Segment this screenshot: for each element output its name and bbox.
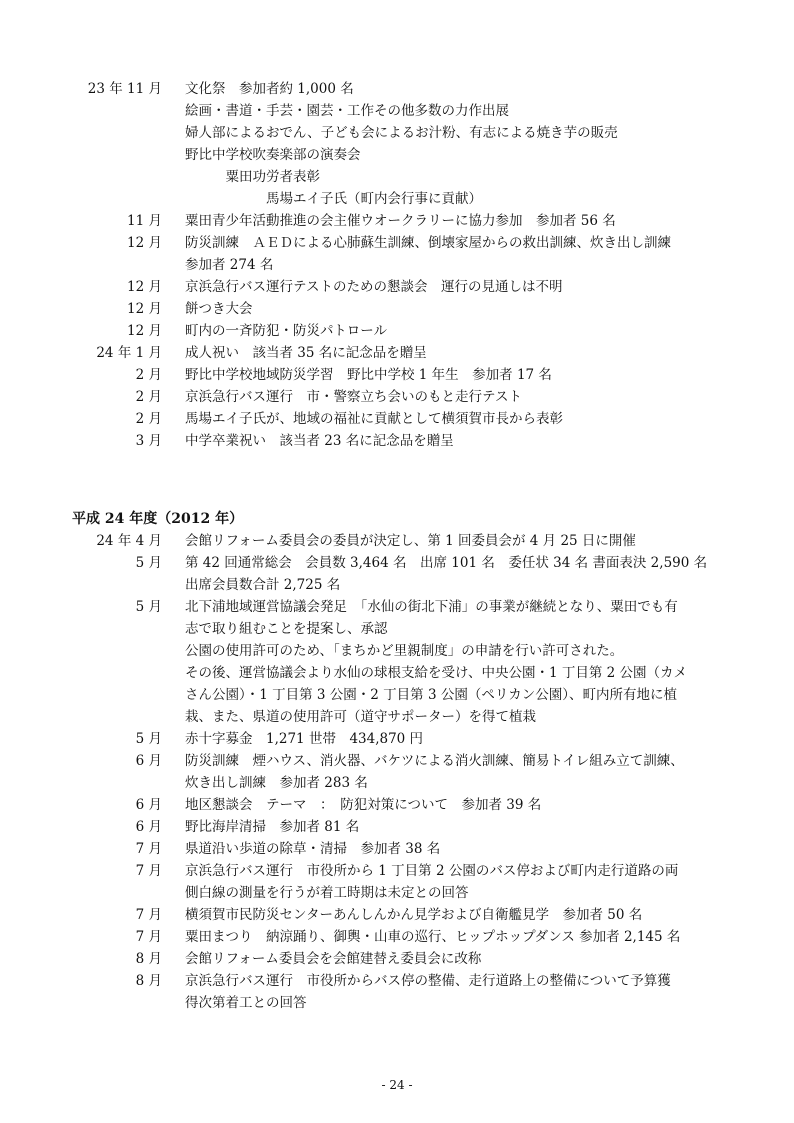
entry-description: [185, 210, 725, 232]
entry-description: [185, 276, 725, 298]
entry-line: 文化祭 参加者約 1,000 名: [185, 81, 354, 97]
entry-line: 餅つき大会: [185, 301, 253, 317]
entry-line: 参加者 274 名: [185, 257, 274, 273]
entry-description: [185, 794, 725, 816]
entry-line: 横須賀市民防災センターあんしんかん見学および自衛艦見学 参加者 50 名: [185, 907, 643, 923]
entry-line: 会館リフォーム委員会を会館建替え委員会に改称: [185, 951, 482, 967]
entry-description: [185, 596, 725, 728]
entry-line: 地区懇談会 テーマ ： 防犯対策について 参加者 39 名: [185, 797, 542, 813]
entry-description: [185, 298, 725, 320]
entry-line: 炊き出し訓練 参加者 283 名: [185, 775, 368, 791]
entry-line: 京浜急行バス運行 市・警察立ち会いのもと走行テスト: [185, 389, 522, 405]
entry-date: 5 月: [135, 555, 162, 571]
entry-line: 馬場エイ子氏（町内会行事に貢献）: [185, 191, 482, 207]
entry-description: [185, 78, 725, 210]
entry-description: [185, 530, 725, 552]
entry-line: 県道沿い歩道の除草・清掃 参加者 38 名: [185, 841, 441, 857]
entry-date: 12 月: [127, 235, 162, 251]
entry-line: 京浜急行バス運行 市役所からバス停の整備、走行道路上の整備について予算獲: [185, 973, 671, 989]
entry-line: 絵画・書道・手芸・園芸・工作その他多数の力作出展: [185, 103, 509, 119]
entry-description: [185, 320, 725, 342]
entry-description: [185, 926, 725, 948]
entry-line: 赤十字募金 1,271 世帯 434,870 円: [185, 731, 424, 747]
entry-date: 8 月: [135, 973, 162, 989]
entry-line: 公園の使用許可のため、「まちかど里親制度」の申請を行い許可された。: [185, 643, 624, 659]
entry-date: 6 月: [135, 753, 162, 769]
entry-line: 側白線の測量を行うが着工時期は未定との回答: [185, 885, 469, 901]
entry-line: 得次第着工との回答: [185, 995, 307, 1011]
entry-line: 町内の一斉防犯・防災パトロール: [185, 323, 387, 339]
entry-line: 志で取り組むことを提案し、承認: [185, 621, 388, 637]
entry-date: 7 月: [135, 841, 162, 857]
entry-line: 北下浦地域運営協議会発足 「水仙の街北下浦」の事業が継続となり、粟田でも有: [185, 599, 678, 615]
entry-date: 6 月: [135, 819, 162, 835]
entry-date: 24 年 1 月: [96, 345, 162, 361]
entry-line: 馬場エイ子氏が、地域の福祉に貢献として横須賀市長から表彰: [185, 411, 563, 427]
entry-date: 24 年 4 月: [96, 533, 162, 549]
entry-line: 第 42 回通常総会 会員数 3,464 名 出席 101 名 委任状 34 名 書面表決 2,590 名: [185, 555, 708, 571]
entry-date: 12 月: [127, 301, 162, 317]
entry-description: [185, 970, 725, 1014]
entry-line: 野比中学校地域防災学習 野比中学校 1 年生 参加者 17 名: [185, 367, 552, 383]
entry-date: 2 月: [135, 367, 162, 383]
entry-line: 防災訓練 煙ハウス、消火器、バケツによる消火訓練、簡易トイレ組み立て訓練、: [185, 753, 684, 769]
entry-line: 婦人部によるおでん、子ども会によるお汁粉、有志による焼き芋の販売: [185, 125, 618, 141]
entry-description: [185, 904, 725, 926]
entry-date: 7 月: [135, 907, 162, 923]
entry-date: 3 月: [135, 433, 162, 449]
entry-date: 11 月: [127, 213, 162, 229]
entry-line: 野比海岸清掃 参加者 81 名: [185, 819, 360, 835]
entry-date: 7 月: [135, 863, 162, 879]
page-number: - 24 -: [381, 1078, 413, 1092]
entry-description: [185, 408, 725, 430]
entry-description: [185, 386, 725, 408]
entry-line: 会館リフォーム委員会の委員が決定し、第 1 回委員会が 4 月 25 日に開催: [185, 533, 636, 549]
entry-date: 2 月: [135, 389, 162, 405]
entry-date: 23 年 11 月: [87, 81, 162, 97]
entry-description: [185, 552, 725, 596]
entry-description: [185, 430, 725, 452]
entry-date: 12 月: [127, 279, 162, 295]
entry-date: 7 月: [135, 929, 162, 945]
entry-description: [185, 838, 725, 860]
entry-line: 野比中学校吹奏楽部の演奏会: [185, 147, 361, 163]
section-heading: 平成 24 年度（2012 年）: [72, 511, 244, 527]
entry-date: 8 月: [135, 951, 162, 967]
entry-description: [185, 860, 725, 904]
entry-line: 京浜急行バス運行テストのための懇談会 運行の見通しは不明: [185, 279, 563, 295]
entry-description: [185, 816, 725, 838]
entry-line: 粟田まつり 納涼踊り、御輿・山車の巡行、ヒップホップダンス 参加者 2,145 名: [185, 929, 681, 945]
entry-line: 成人祝い 該当者 35 名に記念品を贈呈: [185, 345, 427, 361]
entry-description: [185, 948, 725, 970]
entry-date: 2 月: [135, 411, 162, 427]
entry-date: 5 月: [135, 731, 162, 747]
entry-line: その後、運営協議会より水仙の球根支給を受け、中央公園・1 丁目第 2 公園（カメ: [185, 665, 688, 681]
entry-line: 粟田功労者表彰: [185, 169, 320, 185]
entry-line: 中学卒業祝い 該当者 23 名に記念品を贈呈: [185, 433, 454, 449]
entry-description: [185, 728, 725, 750]
entry-line: 粟田青少年活動推進の会主催ウオークラリーに協力参加 参加者 56 名: [185, 213, 616, 229]
entry-line: 防災訓練 ＡＥＤによる心肺蘇生訓練、倒壊家屋からの救出訓練、炊き出し訓練: [185, 235, 671, 251]
entry-line: 栽、また、県道の使用許可（道守サポーター）を得て植栽: [185, 709, 536, 725]
entry-date: 6 月: [135, 797, 162, 813]
entry-description: [185, 364, 725, 386]
entry-description: [185, 342, 725, 364]
entry-line: 京浜急行バス運行 市役所から 1 丁目第 2 公園のバス停および町内走行道路の両: [185, 863, 679, 879]
entry-description: [185, 232, 725, 276]
entry-line: さん公園）・1 丁目第 3 公園・2 丁目第 3 公園（ペリカン公園）、町内所有地に植: [185, 687, 677, 703]
entry-description: [185, 750, 725, 794]
entry-date: 12 月: [127, 323, 162, 339]
entry-date: 5 月: [135, 599, 162, 615]
entry-line: 出席会員数合計 2,725 名: [185, 577, 341, 593]
